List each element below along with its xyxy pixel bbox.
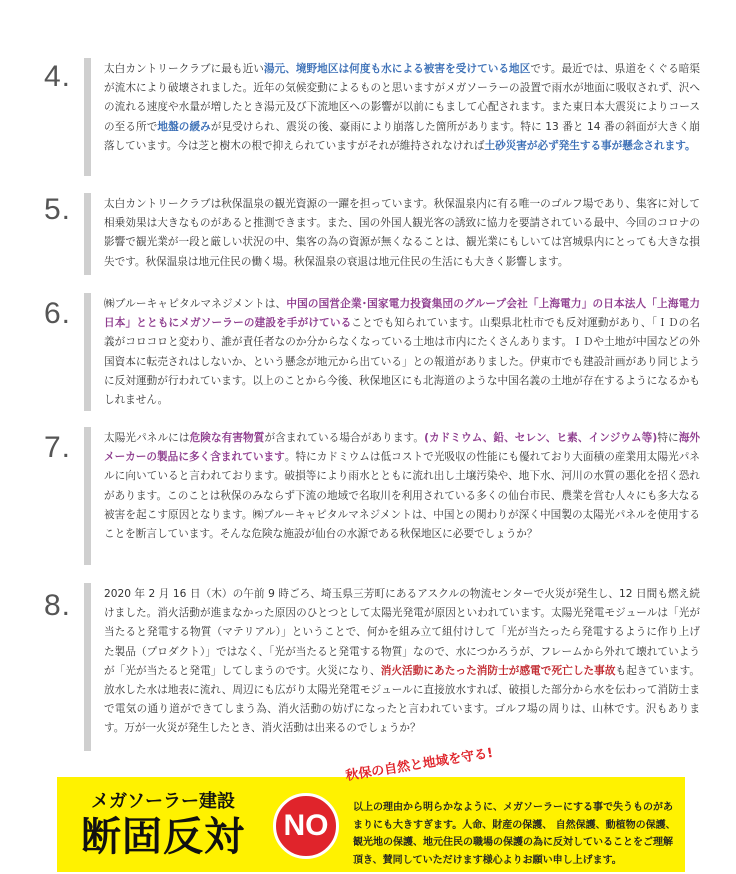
section-bar <box>84 583 91 751</box>
paragraph-text: です。最近では、県道をくぐる暗渠が流木により破壊されました。近年の気候変動によるものと思いますがメガソーラーの設置で雨水が地面に吸収されず、沢への流れる速度や水量が増したとき湯元及び下流地区への影響が以前にもまして心配されます。また東日本大震災によりコースの至る所で <box>104 63 701 133</box>
paragraph-text: も起きています。放水した水は地表に流れ、周辺にも広がり太陽光発電モジュールに直接放水すれば、破損した部分から水を伝わって消防士まで電気の通り道ができてしまう為、消火活動の妨げになったと言われています。ゴルフ場の周りは、山林です。沢もあります。万が一火災が発生したとき、消火活動は出来るのでしょうか？ <box>104 664 700 735</box>
section-bar <box>84 58 91 176</box>
paragraph-text: ㈱ブルーキャピタルマネジメントは、 <box>104 298 287 310</box>
paragraph-text: が含まれている場合があります。 <box>264 432 425 444</box>
banner-slogan: 秋保の自然と地域を守る! <box>344 745 495 784</box>
highlighted-text: 湯元、境野地区は何度も水による被害を受けている地区 <box>263 63 531 75</box>
section-text <box>104 60 700 156</box>
section-text <box>104 295 700 410</box>
section-number: 8. <box>44 589 72 622</box>
section-text <box>104 585 700 739</box>
paragraph-text: 。特にカドミウムは低コストで光吸収の性能にも優れており大面積の産業用太陽光パネルに向いていると言われております。破損等により雨水とともに流れ出し土壌汚染や、地下水、河川の水質の悪化を招く恐れがあります。このことは秋保のみならず下流の地域で名取川を利用されている多くの仙台市民、農業を営む人々にも多大なる被害を起こす原因となります。㈱ブルーキャピタルマネジメントは、中国との関わりが深く中国製の太陽光パネルを使用することを断言しています。そんな危険な施設が仙台の水源である秋保地区に必要でしょうか？ <box>104 451 700 541</box>
highlighted-text: (カドミウム、鉛、セレン、ヒ素、インジウム等) <box>424 432 658 444</box>
highlighted-text: 危険な有害物質 <box>189 432 265 444</box>
banner-body: 以上の理由から明らかなように、メガソーラーにする事で失うものがあまりにも大きすぎます。人命、財産の保護、 自然保護、動植物の保護、観光地の保護、地元住民の職場の保護の為に反対していることをご理解頂き、賛同していただけます様心よりお願い申し上げます。 <box>353 802 676 866</box>
highlighted-text: 海外メーカーの製品に多く含まれています <box>104 432 701 464</box>
section-bar <box>84 293 91 411</box>
paragraph-text: が見受けられ、震災の後、豪雨により崩落した箇所があります。特に 13 番と 14 番の斜面が大きく崩落しています。今は芝と樹木の根で抑えられていますがそれが維持されなければ <box>104 120 701 152</box>
banner-big-text: 断固反対 <box>81 814 245 860</box>
banner-headline <box>63 787 263 861</box>
section-bar <box>84 193 91 275</box>
section-number: 7. <box>44 431 72 464</box>
no-badge: NO <box>273 793 339 859</box>
paragraph-text: ことでも知られています。山梨県北杜市でも反対運動があり、「ＩＤの名義がコロコロと変わり、誰が責任者なのか分からなくなっている土地は市内にたくさんあります。ＩＤや土地が中国などの外国資本に転売されはしないか、という懸念が地元から出ている」との報道がありました。伊東市でも建設計画があり同じように反対運動が行われています。以上のことから今後、秋保地区にも北海道のような中国名義の土地が存在するようになるかもしれません。 <box>104 317 700 407</box>
highlighted-text: 地盤の緩み <box>157 120 211 133</box>
banner-title: メガソーラー建設 <box>91 791 235 812</box>
section-text <box>104 429 700 544</box>
paragraph-text: 太陽光パネルには <box>104 432 190 444</box>
section-text <box>104 195 700 272</box>
protest-banner <box>57 745 685 872</box>
highlighted-text: 消火活動にあたった消防士が感電で死亡した事故 <box>380 664 616 677</box>
paragraph-text: 太白カントリークラブは秋保温泉の観光資源の一躍を担っています。秋保温泉内に有る唯一のゴルフ場であり、集客に対して相乗効果は大きなものがあると推測できます。また、国の外国人観光客の誘致に協力を要請されている最中、今回のコロナの影響で観光業が一段と厳しい状況の中、集客の為の資源が無くなることは、観光業にもしいては宮城県内にとっても大きな損失です。秋保温泉は地元住民の働く場。秋保温泉の衰退は地元住民の生活にも大きく影響します。 <box>104 198 700 268</box>
section-bar <box>84 427 91 565</box>
paragraph-text: 太白カントリークラブに最も近い <box>104 63 264 75</box>
section-number: 6. <box>44 297 72 330</box>
paragraph-text: 特に <box>657 432 679 444</box>
section-number: 4. <box>44 60 72 93</box>
highlighted-text: 土砂災害が必ず発生する事が懸念されます。 <box>484 139 696 152</box>
section-number: 5. <box>44 193 72 226</box>
paragraph-text: 2020 年 2 月 16 日（木）の午前 9 時ごろ、埼玉県三芳町にあるアスクルの物流センターで火災が発生し、12 日間も燃え続けました。消火活動が進まなかった原因のひとつとして太陽光発電が原因といわれています。太陽光発電モジュールは「光が当たると発電する物質（マテリアル）」ということで、何かを組み立て組付けして「光が当たったら発電するように作り上げた製品（プロダクト）」ではなく、「光が当たると発電する物質」なので、水につかろうが、フレームから外れて壊れていようが「光が当たると発電」してしまうのです。火災になり、 <box>104 588 700 677</box>
highlighted-text: 中国の国営企業･国家電力投資集団のグループ会社「上海電力」の日本法人「上海電力日本」とともにメガソーラーの建設を手がけている <box>104 298 700 330</box>
